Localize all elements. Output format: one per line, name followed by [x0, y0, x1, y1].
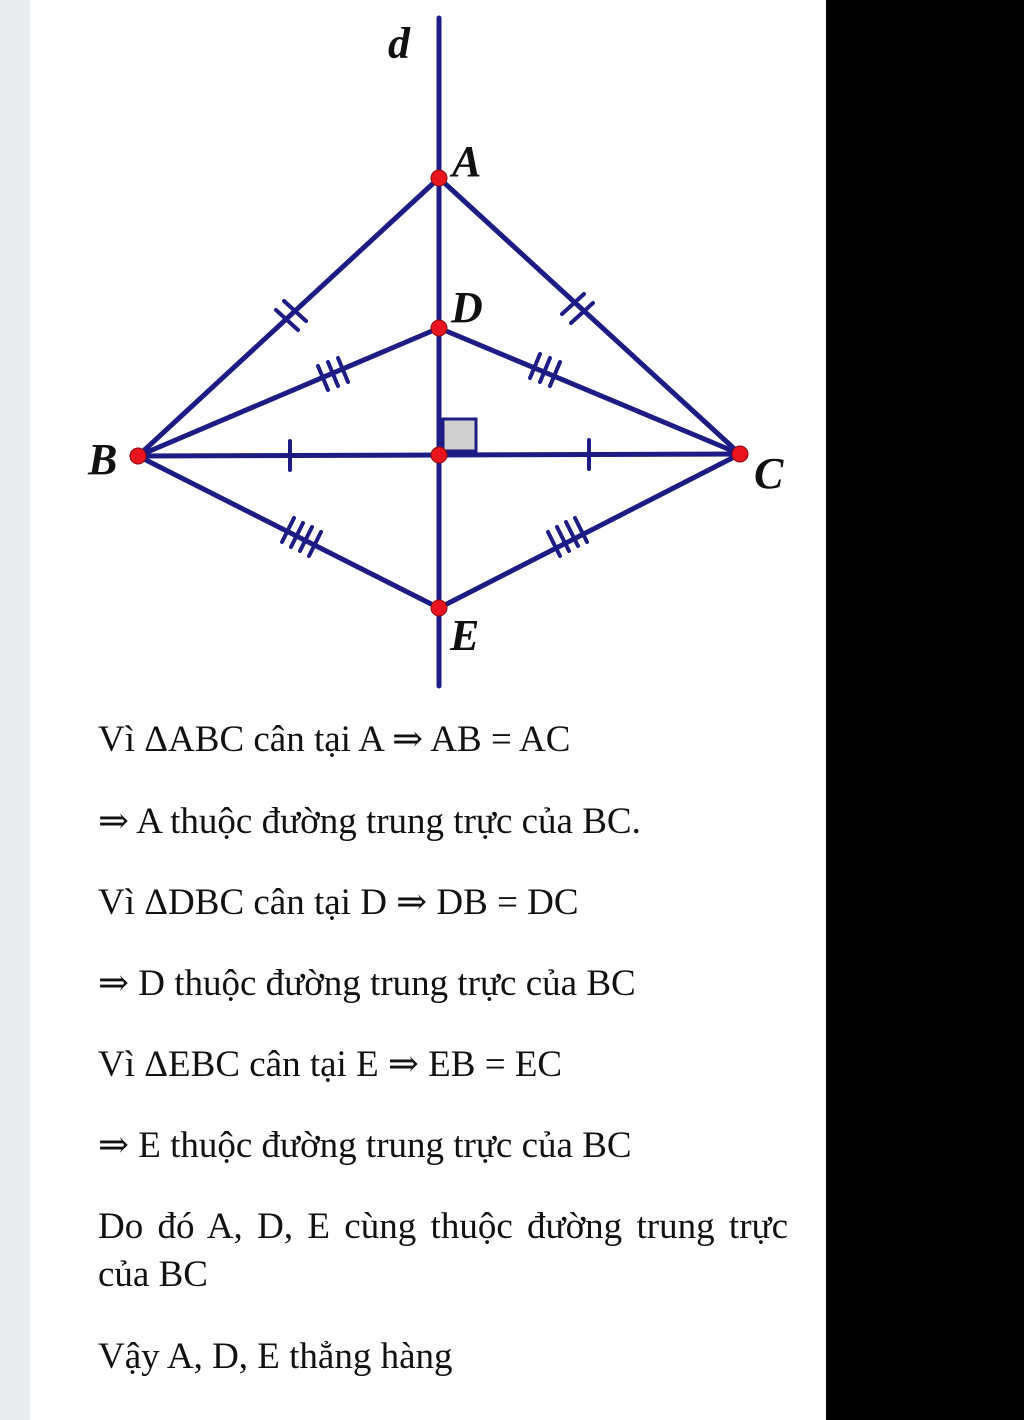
segment-dc — [439, 328, 740, 454]
right-angle-marker — [443, 419, 476, 451]
right-black-bar — [826, 0, 1024, 1420]
tick-db-triple — [318, 358, 348, 390]
proof-line-7: Do đó A, D, E cùng thuộc đường trung trực của BC — [98, 1206, 788, 1295]
segment-ec — [439, 454, 740, 608]
proof-line-4: ⇒ D thuộc đường trung trực của BC — [98, 963, 636, 1004]
segment-db — [138, 328, 439, 456]
point-b — [130, 448, 146, 464]
segment-ac — [439, 178, 740, 454]
proof-line-8: Vậy A, D, E thẳng hàng — [98, 1336, 453, 1377]
point-midpoint — [431, 447, 447, 463]
label-a: A — [452, 137, 482, 186]
point-d — [431, 320, 447, 336]
label-c: C — [754, 449, 784, 498]
point-e — [431, 600, 447, 616]
proof-line-1: Vì ΔABC cân tại A ⇒ AB = AC — [98, 719, 571, 760]
proof-line-3: Vì ΔDBC cân tại D ⇒ DB = DC — [98, 882, 579, 923]
label-d-line: d — [388, 19, 410, 68]
point-a — [431, 170, 447, 186]
proof-line-6: ⇒ E thuộc đường trung trực của BC — [98, 1125, 632, 1166]
label-b: B — [88, 435, 118, 484]
geometry-figure — [0, 0, 826, 700]
proof-line-2: ⇒ A thuộc đường trung trực của BC. — [98, 801, 641, 842]
label-e: E — [450, 611, 480, 660]
point-c — [732, 446, 748, 462]
proof-line-5: Vì ΔEBC cân tại E ⇒ EB = EC — [98, 1044, 563, 1085]
segment-ab — [138, 178, 439, 456]
label-d: D — [451, 283, 483, 332]
tick-dc-triple — [530, 354, 560, 386]
